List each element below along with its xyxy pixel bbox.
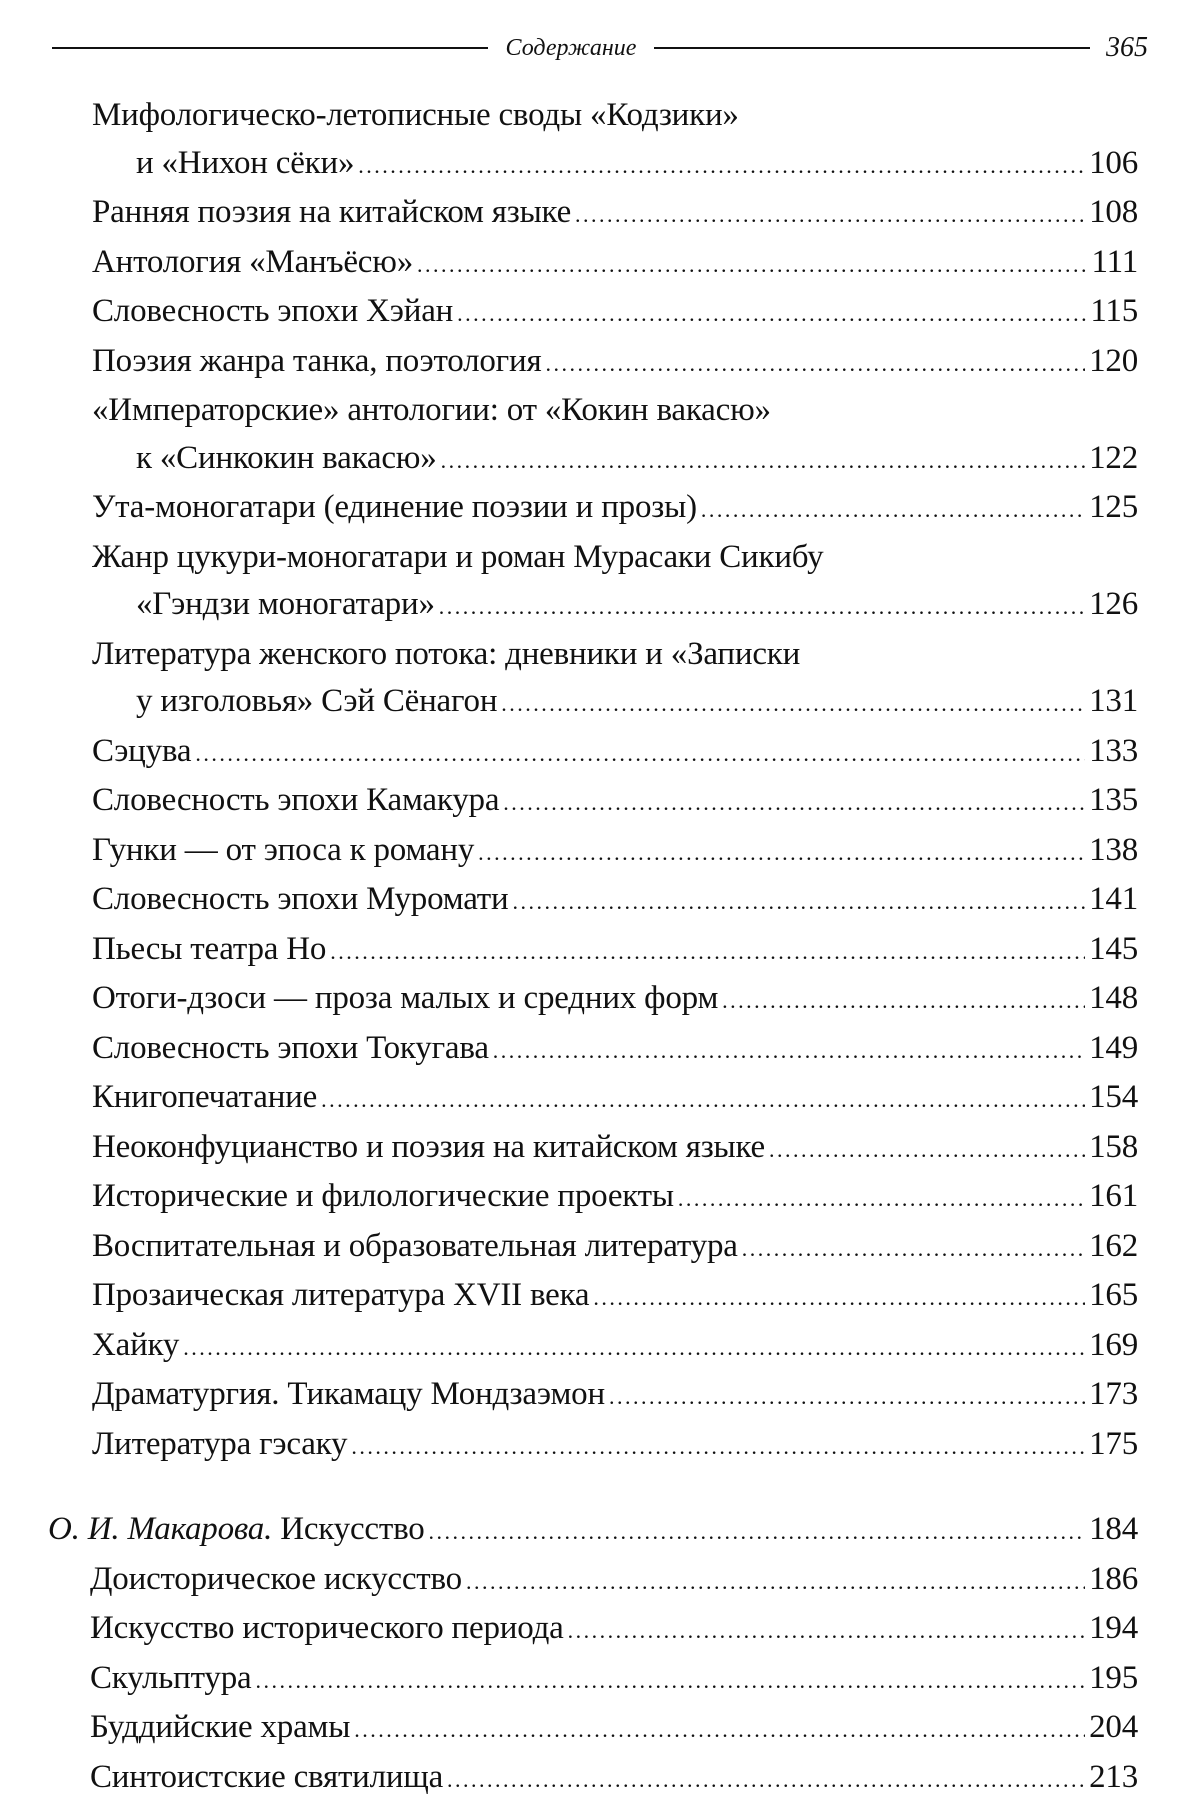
toc-leader-dots bbox=[441, 437, 1086, 485]
toc-entry bbox=[48, 631, 1138, 728]
toc-leader-dots bbox=[501, 680, 1085, 728]
toc-entry bbox=[48, 926, 1138, 976]
toc-leader-dots bbox=[330, 928, 1085, 976]
toc-entry-title: Словесность эпохи Муромати bbox=[92, 876, 508, 924]
toc-entry bbox=[48, 876, 1138, 926]
toc-entry-line: Жанр цукури-моногатари и роман Мурасаки Сикибу bbox=[92, 534, 1138, 582]
toc-leader-row bbox=[92, 975, 1138, 1025]
toc-page-number: 141 bbox=[1089, 876, 1138, 924]
toc-entry bbox=[48, 728, 1138, 778]
toc-entry-title: Буддийские храмы bbox=[90, 1704, 350, 1752]
toc-entry-line: Мифологическо-летописные своды «Кодзики» bbox=[92, 92, 1138, 140]
toc-page-number: 135 bbox=[1089, 777, 1138, 825]
toc-entry-title: «Гэндзи моногатари» bbox=[136, 581, 435, 629]
toc-entry bbox=[48, 1173, 1138, 1223]
toc-page-number: 131 bbox=[1089, 678, 1138, 726]
toc-entry bbox=[48, 1074, 1138, 1124]
toc-leader-row bbox=[92, 435, 1138, 485]
toc-leader-dots bbox=[769, 1126, 1085, 1174]
toc-leader-dots bbox=[575, 191, 1085, 239]
toc-leader-dots bbox=[354, 1706, 1085, 1754]
toc-page-number: 195 bbox=[1089, 1655, 1138, 1703]
toc-entry-title: Отоги-дзоси — проза малых и средних форм bbox=[92, 975, 718, 1023]
toc-leader-row bbox=[92, 140, 1138, 190]
toc-leader-row bbox=[92, 728, 1138, 778]
section-gap bbox=[48, 1470, 1138, 1506]
toc-leader-row bbox=[48, 1506, 1138, 1556]
toc-page-number: 165 bbox=[1089, 1272, 1138, 1320]
toc-entry-title: Искусство исторического периода bbox=[90, 1605, 564, 1653]
toc-page-number: 106 bbox=[1089, 140, 1138, 188]
toc-leader-dots bbox=[545, 340, 1085, 388]
toc-page-number: 145 bbox=[1089, 926, 1138, 974]
toc-entry-title: О. И. Макарова. Искусство bbox=[48, 1506, 425, 1554]
toc-leader-dots bbox=[439, 583, 1085, 631]
toc-leader-row bbox=[90, 1704, 1138, 1754]
toc-leader-row bbox=[92, 1074, 1138, 1124]
toc-entry-title: у изголовья» Сэй Сёнагон bbox=[136, 678, 497, 726]
toc-entry-title: Литература гэсаку bbox=[92, 1421, 347, 1469]
toc-entry bbox=[48, 777, 1138, 827]
toc-page-number: 184 bbox=[1089, 1506, 1138, 1554]
toc-page-number: 138 bbox=[1089, 827, 1138, 875]
toc-entry bbox=[48, 338, 1138, 388]
toc-entry-title: Доисторическое искусство bbox=[90, 1556, 462, 1604]
toc-page-number: 111 bbox=[1092, 239, 1138, 287]
toc-entry bbox=[48, 827, 1138, 877]
toc-entry bbox=[48, 1556, 1138, 1606]
toc-leader-row bbox=[92, 678, 1138, 728]
toc-entry bbox=[48, 975, 1138, 1025]
toc-leader-dots bbox=[478, 829, 1085, 877]
toc-page-number: 148 bbox=[1089, 975, 1138, 1023]
toc-leader-row bbox=[92, 876, 1138, 926]
toc-leader-row bbox=[90, 1655, 1138, 1705]
toc-entry bbox=[48, 1655, 1138, 1705]
toc-page-number: 213 bbox=[1089, 1754, 1138, 1802]
toc-leader-dots bbox=[358, 142, 1085, 190]
toc-page-number: 194 bbox=[1089, 1605, 1138, 1653]
toc-page-number: 120 bbox=[1089, 338, 1138, 386]
toc-leader-dots bbox=[457, 290, 1086, 338]
toc-leader-row bbox=[92, 777, 1138, 827]
toc-leader-row bbox=[92, 338, 1138, 388]
toc-entry-title: Гунки — от эпоса к роману bbox=[92, 827, 474, 875]
toc-page-number: 133 bbox=[1089, 728, 1138, 776]
toc-page-number: 173 bbox=[1089, 1371, 1138, 1419]
toc-leader-dots bbox=[742, 1225, 1085, 1273]
toc-entry-title: Воспитательная и образовательная литература bbox=[92, 1223, 738, 1271]
toc-leader-row bbox=[92, 1124, 1138, 1174]
toc-entry-title: и «Нихон сёки» bbox=[136, 140, 354, 188]
toc-leader-dots bbox=[593, 1274, 1085, 1322]
toc-entry bbox=[48, 1704, 1138, 1754]
toc-leader-row bbox=[92, 288, 1138, 338]
running-header bbox=[52, 28, 1148, 68]
toc-entry-line: Литература женского потока: дневники и «Записки bbox=[92, 631, 1138, 679]
toc-leader-dots bbox=[255, 1657, 1085, 1705]
toc-entry bbox=[48, 1605, 1138, 1655]
toc-entry-title: Ранняя поэзия на китайском языке bbox=[92, 189, 571, 237]
toc-entry bbox=[48, 1124, 1138, 1174]
toc-leader-row bbox=[92, 1223, 1138, 1273]
toc-leader-row bbox=[90, 1556, 1138, 1606]
table-of-contents bbox=[48, 92, 1138, 1803]
toc-page-number: 161 bbox=[1089, 1173, 1138, 1221]
toc-leader-row bbox=[92, 484, 1138, 534]
toc-entry bbox=[48, 239, 1138, 289]
toc-leader-row bbox=[92, 827, 1138, 877]
toc-leader-dots bbox=[466, 1558, 1085, 1606]
toc-leader-dots bbox=[678, 1175, 1085, 1223]
toc-entry-section bbox=[48, 1506, 1138, 1556]
toc-leader-row bbox=[92, 1025, 1138, 1075]
toc-entry bbox=[48, 1223, 1138, 1273]
toc-leader-dots bbox=[195, 730, 1085, 778]
toc-leader-dots bbox=[351, 1423, 1085, 1471]
toc-leader-dots bbox=[183, 1324, 1085, 1372]
toc-entry-title: Синтоистские святилища bbox=[90, 1754, 443, 1802]
toc-entry-title: Словесность эпохи Хэйан bbox=[92, 288, 453, 336]
toc-leader-row bbox=[92, 926, 1138, 976]
toc-leader-dots bbox=[701, 486, 1085, 534]
toc-leader-row bbox=[92, 1272, 1138, 1322]
toc-entry bbox=[48, 1272, 1138, 1322]
running-header-title: Содержание bbox=[488, 35, 655, 62]
toc-page-number: 154 bbox=[1089, 1074, 1138, 1122]
toc-leader-row bbox=[92, 1322, 1138, 1372]
toc-entry bbox=[48, 1025, 1138, 1075]
header-rule-right bbox=[654, 47, 1090, 49]
toc-leader-row bbox=[92, 189, 1138, 239]
toc-entry-title: Сэцува bbox=[92, 728, 191, 776]
toc-entry-title: Прозаическая литература XVII века bbox=[92, 1272, 589, 1320]
toc-entry-title: Драматургия. Тикамацу Мондзаэмон bbox=[92, 1371, 605, 1419]
toc-entry bbox=[48, 1421, 1138, 1471]
header-rule-left bbox=[52, 47, 488, 49]
toc-leader-row bbox=[92, 239, 1138, 289]
toc-leader-row bbox=[92, 1421, 1138, 1471]
toc-leader-row bbox=[90, 1605, 1138, 1655]
toc-entry-title: Исторические и филологические проекты bbox=[92, 1173, 674, 1221]
toc-entry-title: Неоконфуцианство и поэзия на китайском языке bbox=[92, 1124, 765, 1172]
toc-entry-title: к «Синкокин вакасю» bbox=[136, 435, 437, 483]
toc-leader-dots bbox=[321, 1076, 1085, 1124]
page-number: 365 bbox=[1090, 32, 1148, 64]
toc-entry bbox=[48, 189, 1138, 239]
toc-page-number: 126 bbox=[1089, 581, 1138, 629]
author-name: О. И. Макарова. bbox=[48, 1511, 272, 1547]
toc-entry bbox=[48, 1322, 1138, 1372]
toc-entry bbox=[48, 1371, 1138, 1421]
toc-leader-dots bbox=[568, 1607, 1085, 1655]
toc-entry-title: Ута-моногатари (единение поэзии и прозы) bbox=[92, 484, 697, 532]
toc-entry-title: Скульптура bbox=[90, 1655, 251, 1703]
toc-entry bbox=[48, 484, 1138, 534]
toc-entry bbox=[48, 534, 1138, 631]
toc-leader-dots bbox=[512, 878, 1085, 926]
toc-page-number: 175 bbox=[1089, 1421, 1138, 1469]
toc-leader-row bbox=[92, 581, 1138, 631]
toc-page-number: 158 bbox=[1089, 1124, 1138, 1172]
toc-entry bbox=[48, 92, 1138, 189]
toc-entry bbox=[48, 387, 1138, 484]
toc-entry-title: Хайку bbox=[92, 1322, 179, 1370]
toc-entry-title: Пьесы театра Но bbox=[92, 926, 326, 974]
toc-leader-dots bbox=[722, 977, 1085, 1025]
toc-leader-dots bbox=[417, 241, 1088, 289]
toc-leader-row bbox=[92, 1371, 1138, 1421]
toc-page-number: 108 bbox=[1089, 189, 1138, 237]
toc-entry bbox=[48, 1754, 1138, 1803]
toc-page-number: 125 bbox=[1089, 484, 1138, 532]
toc-leader-dots bbox=[503, 779, 1085, 827]
toc-entry-title: Словесность эпохи Токугава bbox=[92, 1025, 489, 1073]
toc-page-number: 204 bbox=[1089, 1704, 1138, 1752]
toc-page-number: 169 bbox=[1089, 1322, 1138, 1370]
toc-page-number: 186 bbox=[1089, 1556, 1138, 1604]
toc-leader-row bbox=[90, 1754, 1138, 1803]
toc-leader-dots bbox=[447, 1756, 1085, 1803]
toc-entry-line: «Императорские» антологии: от «Кокин вакасю» bbox=[92, 387, 1138, 435]
toc-entry-title: Словесность эпохи Камакура bbox=[92, 777, 499, 825]
toc-entry-title: Книгопечатание bbox=[92, 1074, 317, 1122]
toc-page-number: 162 bbox=[1089, 1223, 1138, 1271]
toc-page-number: 115 bbox=[1090, 288, 1138, 336]
toc-entry-title: Поэзия жанра танка, поэтология bbox=[92, 338, 541, 386]
toc-entry bbox=[48, 288, 1138, 338]
toc-leader-dots bbox=[493, 1027, 1085, 1075]
toc-entry-title: Антология «Манъёсю» bbox=[92, 239, 413, 287]
toc-leader-dots bbox=[609, 1373, 1085, 1421]
toc-leader-row bbox=[92, 1173, 1138, 1223]
toc-page-number: 149 bbox=[1089, 1025, 1138, 1073]
toc-leader-dots bbox=[429, 1508, 1086, 1556]
toc-page-number: 122 bbox=[1089, 435, 1138, 483]
